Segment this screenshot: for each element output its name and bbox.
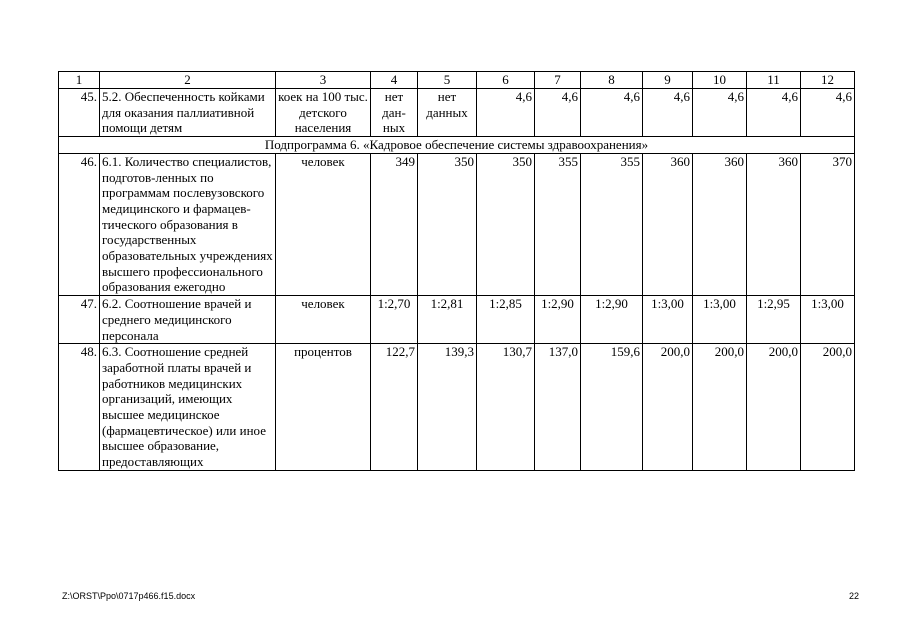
subprogram-title: Подпрограмма 6. «Кадровое обеспечение системы здравоохранения» <box>59 137 855 154</box>
value-cell: 4,6 <box>801 89 855 137</box>
value-cell: 130,7 <box>477 344 535 471</box>
unit-cell: процентов <box>276 344 371 471</box>
value-cell: 4,6 <box>535 89 581 137</box>
table-row <box>59 89 855 137</box>
unit-cell: коек на 100 тыс. детского населения <box>276 89 371 137</box>
value-cell: 4,6 <box>477 89 535 137</box>
value-cell: 200,0 <box>693 344 747 471</box>
header-cell: 6 <box>477 72 535 89</box>
unit-cell: человек <box>276 153 371 295</box>
value-cell: 1:2,95 <box>747 296 801 344</box>
value-cell: 1:2,90 <box>535 296 581 344</box>
subprogram-row <box>59 137 855 154</box>
value-cell: 1:2,70 <box>371 296 418 344</box>
value-cell: 4,6 <box>581 89 643 137</box>
value-cell: 1:3,00 <box>693 296 747 344</box>
page-number: 22 <box>848 591 859 601</box>
value-cell: 159,6 <box>581 344 643 471</box>
value-cell: 360 <box>747 153 801 295</box>
value-cell: 139,3 <box>418 344 477 471</box>
row-number: 46. <box>59 153 100 295</box>
header-cell: 4 <box>371 72 418 89</box>
row-number: 47. <box>59 296 100 344</box>
value-cell: 360 <box>693 153 747 295</box>
header-cell: 8 <box>581 72 643 89</box>
indicator-name: 6.1. Количество специалистов, подготов-ленных по программам послевузовского медицинского и фармацев-тического образования в государственных образовательных учреждениях высшего профессионального образования ежегодно <box>100 153 276 295</box>
value-cell: 1:3,00 <box>801 296 855 344</box>
header-cell: 3 <box>276 72 371 89</box>
data-table <box>58 71 855 471</box>
indicator-name: 6.3. Соотношение средней заработной платы врачей и работников медицинских организаций, имеющих высшее медицинское (фармацевтическое) или иное высшее образование, предоставляющих <box>100 344 276 471</box>
value-cell: 200,0 <box>747 344 801 471</box>
value-cell: 4,6 <box>643 89 693 137</box>
value-cell: 4,6 <box>693 89 747 137</box>
value-cell: нет данных <box>418 89 477 137</box>
value-cell: 200,0 <box>643 344 693 471</box>
value-cell: 1:2,85 <box>477 296 535 344</box>
value-cell: 4,6 <box>747 89 801 137</box>
header-cell: 5 <box>418 72 477 89</box>
table-row <box>59 344 855 471</box>
value-cell: нет дан-ных <box>371 89 418 137</box>
value-cell: 360 <box>643 153 693 295</box>
row-number: 45. <box>59 89 100 137</box>
header-cell: 9 <box>643 72 693 89</box>
value-cell: 122,7 <box>371 344 418 471</box>
file-path: Z:\ORST\Ppo\0717p466.f15.docx <box>62 591 196 601</box>
value-cell: 370 <box>801 153 855 295</box>
table-row <box>59 153 855 295</box>
value-cell: 355 <box>581 153 643 295</box>
header-cell: 1 <box>59 72 100 89</box>
value-cell: 1:2,90 <box>581 296 643 344</box>
table-row <box>59 296 855 344</box>
row-number: 48. <box>59 344 100 471</box>
value-cell: 349 <box>371 153 418 295</box>
value-cell: 200,0 <box>801 344 855 471</box>
header-cell: 11 <box>747 72 801 89</box>
indicator-name: 6.2. Соотношение врачей и среднего медицинского персонала <box>100 296 276 344</box>
value-cell: 350 <box>477 153 535 295</box>
header-cell: 2 <box>100 72 276 89</box>
header-row <box>59 72 855 89</box>
header-cell: 12 <box>801 72 855 89</box>
value-cell: 350 <box>418 153 477 295</box>
value-cell: 1:3,00 <box>643 296 693 344</box>
value-cell: 355 <box>535 153 581 295</box>
header-cell: 10 <box>693 72 747 89</box>
unit-cell: человек <box>276 296 371 344</box>
value-cell: 1:2,81 <box>418 296 477 344</box>
header-cell: 7 <box>535 72 581 89</box>
value-cell: 137,0 <box>535 344 581 471</box>
indicator-name: 5.2. Обеспеченность койками для оказания паллиативной помощи детям <box>100 89 276 137</box>
